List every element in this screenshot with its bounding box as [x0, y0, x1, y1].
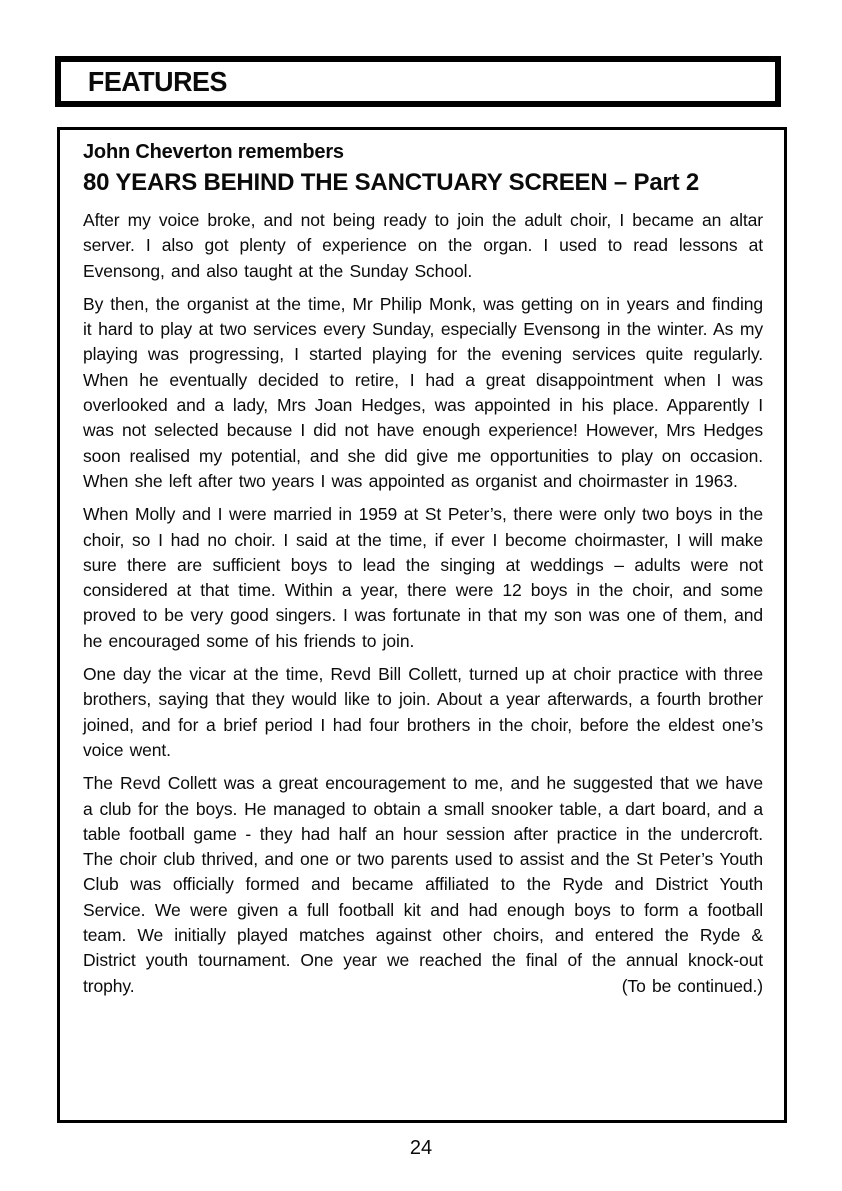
article-box: [57, 127, 787, 1123]
article-paragraph-1: After my voice broke, and not being ready to join the adult choir, I became an altar server. I also got plenty of experience on the organ. I used to read lessons at Evensong, and also taught at the Sunday School.: [83, 210, 763, 281]
continuation-note: (To be continued.): [621, 975, 763, 996]
section-header-box: [55, 56, 781, 107]
article-paragraph-2: By then, the organist at the time, Mr Philip Monk, was getting on in years and finding it hard to play at two services every Sunday, especially Evensong in the winter. As my playing was progressing, I started playing for the evening services quite regularly. When he eventually decided to retire, I had a great disappointment when I was overlooked and a lady, Mrs Joan Hedges, was appointed in his place. Apparently I was not selected because I did not have enough experience! However, Mrs Hedges soon realised my potential, and she did give me opportunities to play on occasion. When she left after two years I was appointed as organist and choirmaster in 1963.: [83, 293, 763, 491]
article-title: 80 YEARS BEHIND THE SANCTUARY SCREEN – Part 2: [83, 169, 700, 196]
article-byline: John Cheverton remembers: [83, 141, 344, 163]
article-paragraph-5: [83, 771, 763, 999]
paragraph-text: The Revd Collett was a great encouragement to me, and he suggested that we have a club for the boys. He managed to obtain a small snooker table, a dart board, and a table football game - they had half an hour session after practice in the undercroft. The choir club thrived, and one or two parents used to assist and the St Peter’s Youth Club was officially formed and became affiliated to the Ryde and District Youth Service. We were given a full football kit and had enough boys to form a football team. We initially played matches against other choirs, and entered the Ryde & District youth tournament. One year we reached the final of the annual knock-out trophy.: [83, 773, 763, 996]
article-paragraph-3: When Molly and I were married in 1959 at St Peter’s, there were only two boys in the choir, so I had no choir. I said at the time, if ever I become choirmaster, I will make sure there are sufficient boys to lead the singing at weddings – adults were not considered at that time. Within a year, there were 12 boys in the choir, and some proved to be very good singers. I was fortunate in that my son was one of them, and he encouraged some of his friends to join.: [83, 504, 763, 651]
section-header-label: FEATURES: [87, 65, 227, 97]
page-number: 24: [409, 1137, 433, 1159]
article-paragraph-4: One day the vicar at the time, Revd Bill Collett, turned up at choir practice with three brothers, saying that they would like to join. About a year afterwards, a fourth brother joined, and for a brief period I had four brothers in the choir, before the eldest one’s voice went.: [83, 664, 763, 760]
